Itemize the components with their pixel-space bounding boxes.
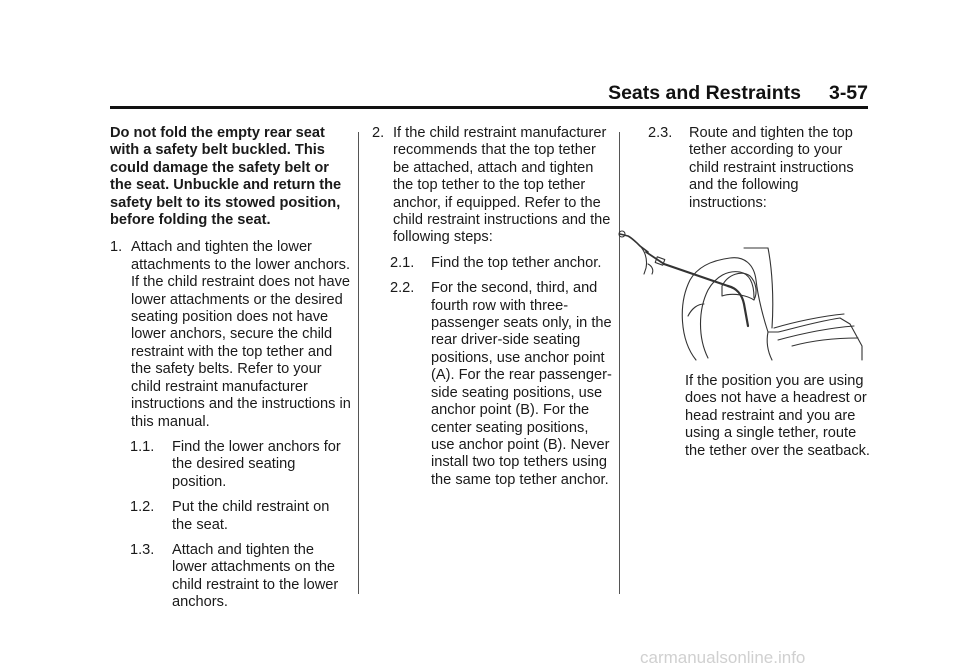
column-divider-2: [619, 132, 620, 594]
section-title: Seats and Restraints: [608, 82, 801, 104]
column-divider-1: [358, 132, 359, 594]
step-text: Find the lower anchors for the desired seating position.: [172, 438, 341, 490]
step-number: 2.2.: [390, 280, 415, 297]
site-watermark: carmanualsonline.info: [640, 648, 806, 667]
step-number: 2.3.: [648, 125, 673, 141]
running-header: [110, 82, 868, 106]
step-number: 2.1.: [390, 254, 415, 271]
step-1-2: [110, 499, 352, 534]
tether-routing-illustration: [618, 228, 864, 362]
step-text: Route and tighten the top tether according to your child restraint instructions and the following instructions:: [689, 125, 854, 211]
step-number: 1.1.: [130, 438, 155, 455]
step-2-1: [372, 255, 612, 272]
step-1: [110, 239, 352, 430]
step-text: Attach and tighten the lower attachments to the lower anchors. If the child restraint does not have lower attachments or the desired seating position does not have lower anchors, secure the child restraint with the top tether and the safety belts. Refer to your child restraint manufacturer instructions and the instructions in this manual.: [131, 239, 351, 430]
step-2: [372, 125, 612, 247]
step-2-3: [630, 125, 875, 212]
step-text: For the second, third, and fourth row with three-passenger seats only, in the rear driver-side seating positions, use anchor point (A). For the rear passenger-side seating positions, use anchor point (B). For the center seating positions, use anchor point (B). Never install two top tethers using the same top tether anchor.: [431, 280, 612, 488]
step-2-2: [372, 280, 612, 489]
step-number: 1.2.: [130, 499, 155, 516]
column-3: [630, 125, 875, 220]
page-number: 3-57: [828, 82, 868, 104]
step-number: 1.: [110, 239, 123, 256]
column-1: [110, 125, 352, 620]
warning-text: Do not fold the empty rear seat with a safety belt buckled. This could damage the safety belt or the seat. Unbuckle and return the safety belt to its stowed position, before folding the seat.: [110, 125, 342, 229]
step-text: If the child restraint manufacturer recommends that the top tether be attached, attach and tighten the top tether to the top tether anchor, if equipped. Refer to the child restraint instructions and the following steps:: [393, 125, 611, 246]
step-1-3: [110, 542, 352, 612]
step-text: Attach and tighten the lower attachments on the child restraint to the lower anchors.: [172, 541, 339, 611]
step-number: 2.: [372, 125, 385, 141]
after-figure-text: If the position you are using does not have a headrest or head restraint and you are using a single tether, route the tether over the seatback.: [685, 373, 870, 459]
header-rule: [110, 106, 868, 109]
step-text: Find the top tether anchor.: [431, 254, 602, 271]
column-2: [372, 125, 612, 497]
step-text: Put the child restraint on the seat.: [172, 499, 330, 533]
step-number: 1.3.: [130, 541, 155, 558]
step-1-1: [110, 439, 352, 491]
